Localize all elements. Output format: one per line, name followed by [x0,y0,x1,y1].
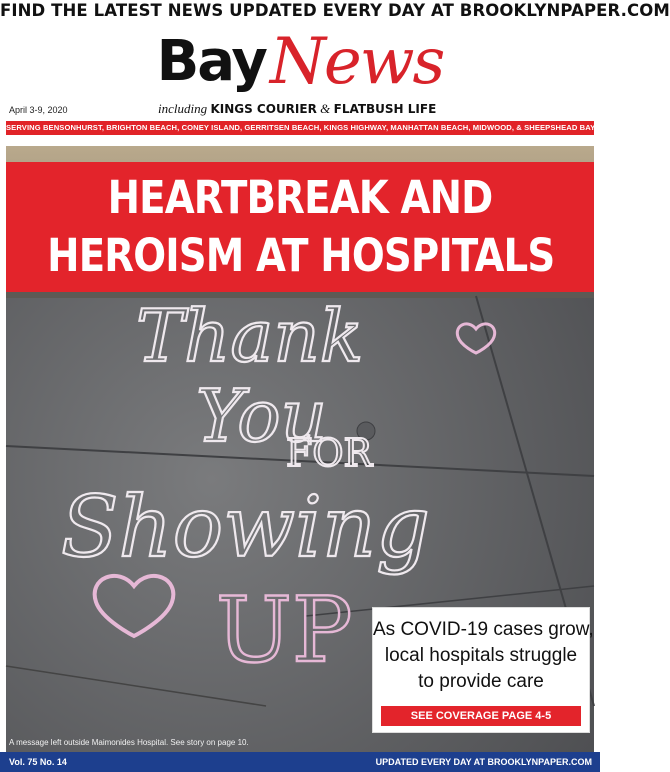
top-banner-url[interactable]: BROOKLYNPAPER.COM [459,1,670,20]
headline-banner [6,162,594,292]
top-banner-lead: FIND THE LATEST NEWS UPDATED EVERY DAY AT [0,1,460,20]
issue-date: April 3-9, 2020 [9,105,68,115]
top-banner [0,0,670,22]
masthead-bay: Bay [156,29,266,94]
headline-line-2: HEROISM AT HOSPITALS [47,229,555,282]
masthead-logo [0,24,600,100]
footer-bar [0,752,600,772]
teaser-line-2: local hospitals struggle [384,645,578,666]
headline-line-1: HEARTBREAK AND [107,171,493,224]
masthead-news: News [269,25,444,99]
chalk-word-thank: Thank [136,294,364,378]
kings-courier-name: KINGS COURIER [210,102,317,116]
see-coverage-button[interactable]: SEE COVERAGE PAGE 4-5 [381,706,581,726]
including-ampersand: & [320,101,331,116]
serving-neighborhoods-bar: SERVING BENSONHURST, BRIGHTON BEACH, CONEY ISLAND, GERRITSEN BEACH, KINGS HIGHWAY, MANHATTAN BEACH, MIDWOOD, & SHEEPSHEAD BAY [6,121,594,135]
photo-caption: A message left outside Maimonides Hospital. See story on page 10. [9,738,249,747]
footer-updated-link[interactable]: UPDATED EVERY DAY AT BROOKLYNPAPER.COM [375,757,592,767]
teaser-line-1: As COVID-19 cases grow, [373,619,594,640]
including-line [158,101,436,117]
teaser-line-3: to provide care [418,671,544,692]
chalk-word-showing: Showing [61,478,430,576]
story-teaser-box [372,607,594,733]
including-word: including [158,101,208,116]
chalk-word-you: You [196,374,327,458]
volume-number: Vol. 75 No. 14 [9,757,67,767]
flatbush-life-name: FLATBUSH LIFE [333,102,437,116]
chalk-word-for: FOR [286,431,373,475]
chalk-word-up: UP [216,578,353,683]
